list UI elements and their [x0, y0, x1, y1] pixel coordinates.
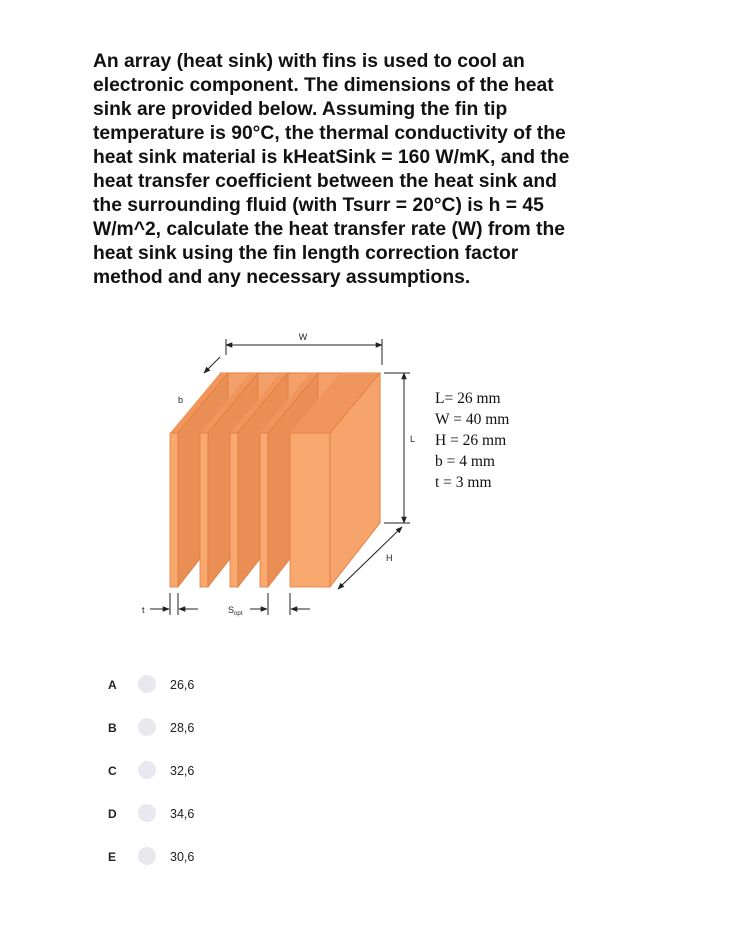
question-line: the surrounding fluid (with Tsurr = 20°C) is h = 45 [93, 195, 544, 216]
dimension-w: W = 40 mm [435, 411, 510, 428]
question-line: heat transfer coefficient between the heat sink and [93, 171, 557, 192]
option-e[interactable] [0, 842, 260, 872]
width-label: W [298, 332, 308, 342]
height-label: H [386, 553, 393, 563]
option-d[interactable] [0, 799, 260, 829]
option-letter: C [108, 764, 117, 778]
dimension-l: L= 26 mm [435, 390, 501, 407]
dimension-list [435, 388, 509, 493]
b-dimension-line [204, 357, 220, 373]
option-value: 34,6 [170, 807, 195, 821]
option-letter: A [108, 678, 117, 692]
option-a-radio[interactable] [138, 675, 156, 693]
question-line: sink are provided below. Assuming the fin tip [93, 99, 508, 120]
dimension-h: H = 26 mm [435, 432, 507, 449]
option-letter: D [108, 807, 117, 821]
option-value: 26,6 [170, 678, 195, 692]
option-value: 28,6 [170, 721, 195, 735]
question-line: W/m^2, calculate the heat transfer rate (W) from the [93, 219, 565, 240]
question-line: temperature is 90°C, the thermal conductivity of the [93, 123, 566, 144]
b-label: b [178, 395, 184, 405]
question-line: heat sink using the fin length correction factor [93, 243, 519, 264]
dimension-t: t = 3 mm [435, 474, 492, 491]
question-line: method and any necessary assumptions. [93, 267, 471, 288]
option-c-radio[interactable] [138, 761, 156, 779]
option-c[interactable] [0, 756, 260, 786]
question-line: An array (heat sink) with fins is used to cool an [93, 51, 525, 72]
option-value: 30,6 [170, 850, 195, 864]
question-text [93, 50, 633, 290]
spacing-label: $S_{opt}$ [228, 605, 243, 617]
dimension-b: b = 4 mm [435, 453, 495, 470]
question-line: heat sink material is kHeatSink = 160 W/mK, and the [93, 147, 570, 168]
thickness-label: t [142, 605, 145, 615]
question-line: electronic component. The dimensions of the heat [93, 75, 554, 96]
option-b[interactable] [0, 713, 260, 743]
length-label: L [410, 434, 416, 444]
option-letter: E [108, 850, 117, 864]
fin-group [170, 373, 380, 587]
option-b-radio[interactable] [138, 718, 156, 736]
option-letter: B [108, 721, 117, 735]
option-d-radio[interactable] [138, 804, 156, 822]
option-e-radio[interactable] [138, 847, 156, 865]
option-value: 32,6 [170, 764, 195, 778]
option-a[interactable] [0, 670, 260, 700]
